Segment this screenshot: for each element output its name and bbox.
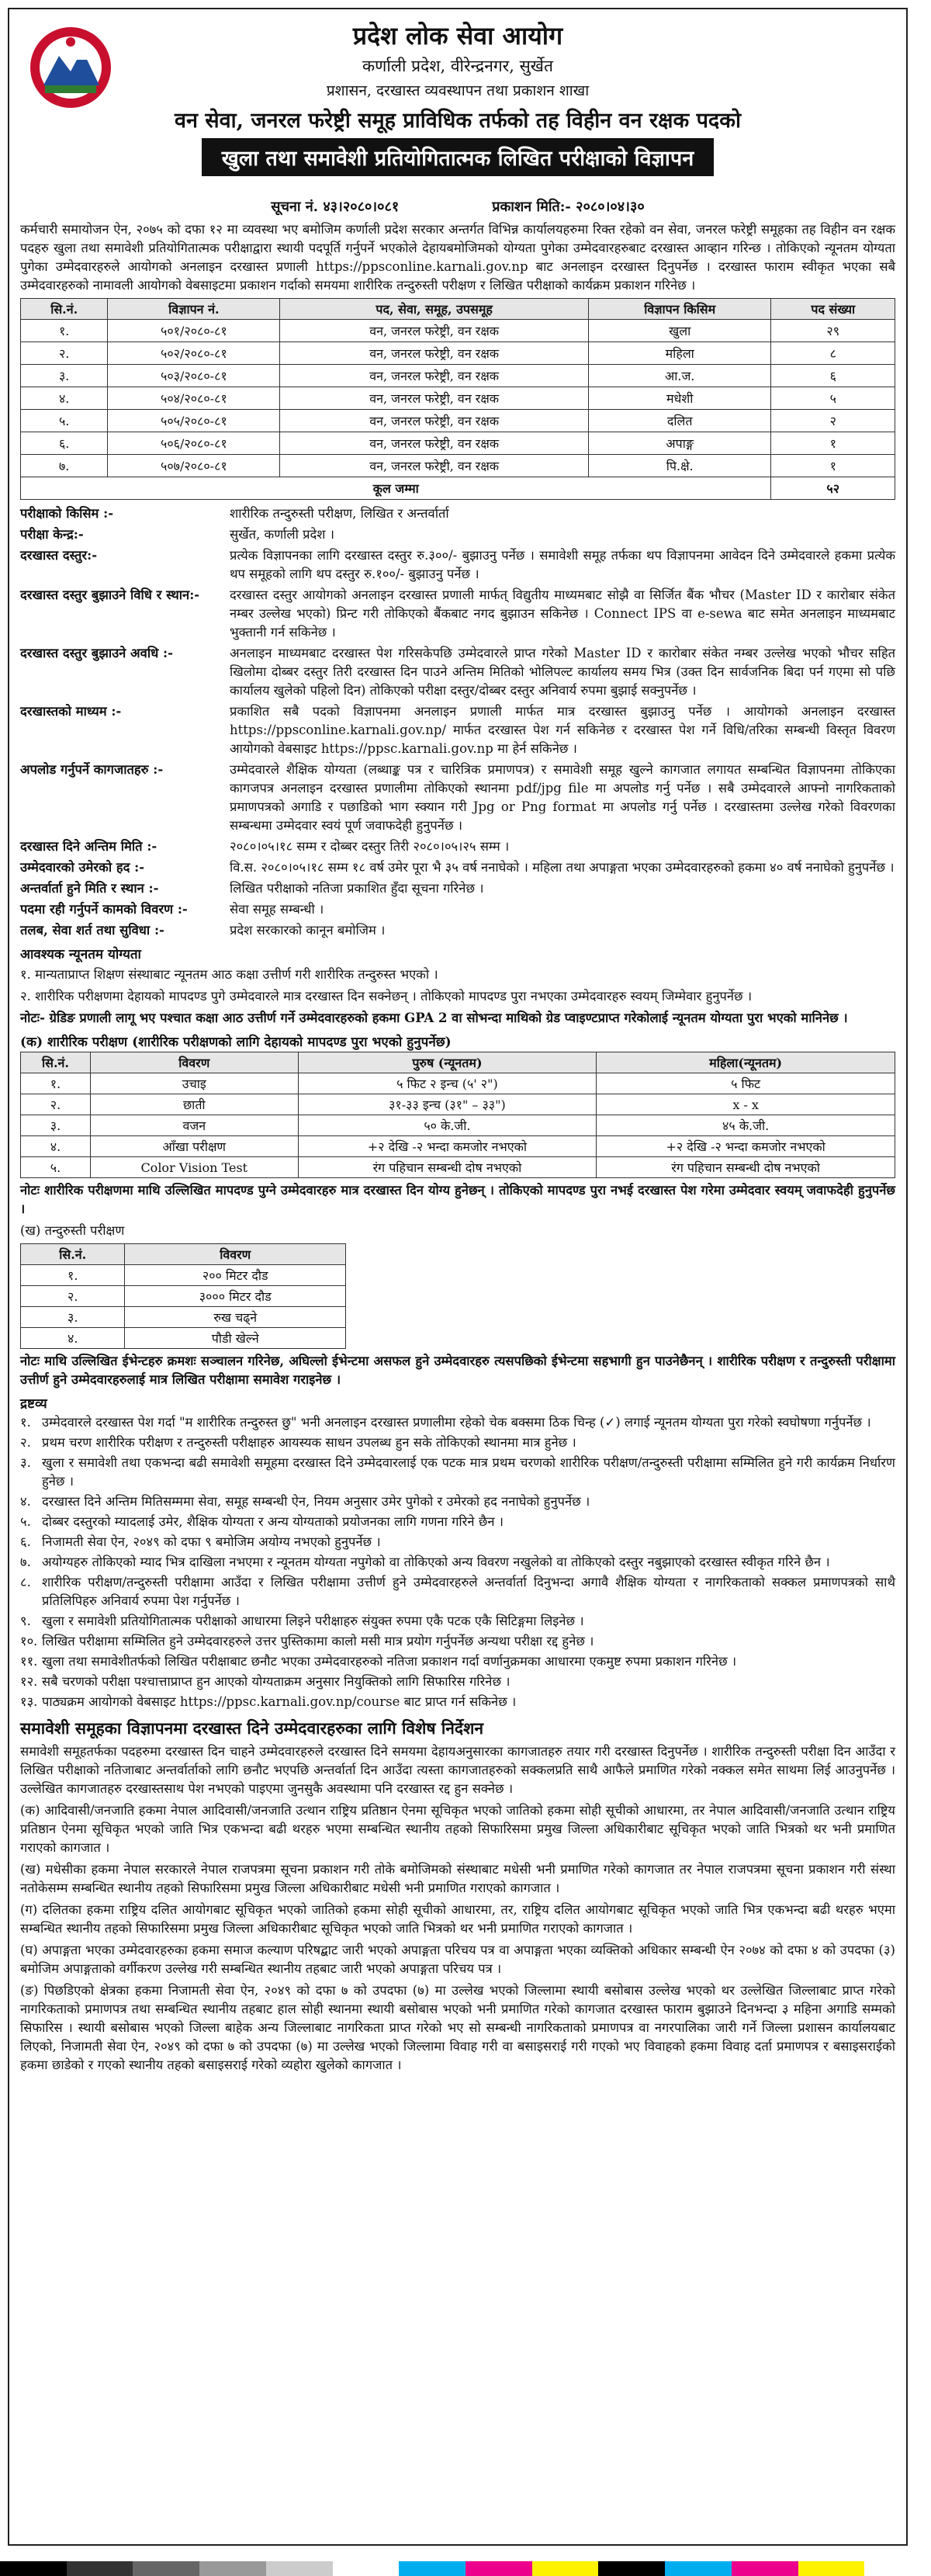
ad-table (20, 298, 895, 500)
table-cell: ३. (21, 1115, 91, 1136)
table-cell: वन, जनरल फरेष्ट्री, वन रक्षक (280, 410, 589, 432)
table-cell: ३००० मिटर दौड (125, 1286, 346, 1307)
table-row (21, 1328, 346, 1349)
table-row (21, 1115, 895, 1136)
list-item (20, 1553, 895, 1572)
table-cell: रंग पहिचान सम्बन्धी दोष नभएको (597, 1157, 895, 1178)
table-row (21, 1073, 895, 1094)
physical-title: (क) शारीरिक परीक्षण (शारीरिक परीक्षणको लागि देहायको मापदण्ड पुरा भएको हुनुपर्नेछ) (20, 1035, 452, 1050)
table-cell: वन, जनरल फरेष्ट्री, वन रक्षक (280, 320, 589, 342)
org-name: प्रदेश लोक सेवा आयोग (352, 21, 563, 50)
table-cell: ५ फिट (597, 1073, 895, 1094)
list-item-text: खुला र समावेशी तथा एकभन्दा बढी समावेशी समूहमा दरखास्त दिने उम्मेदवारलाई एक पटक मात्र प्रथम चरणको शारीरिक परीक्षण/तन्दुरुस्ती परीक्षामा सम्मिलित हुने गरी कार्यक्रम निर्धारण हुनेछ । (42, 1455, 895, 1489)
fitness-table (20, 1243, 346, 1349)
list-item-text: अयोग्यहरु तोकिएको म्याद भित्र दाखिला नभएमा र न्यूनतम योग्यता नपुगेको वा तोकिएको अन्य विवरण नखुलेको वा तोकिएको दस्तुर नबुझाएको दरखास्त स्वीकृत गरिने छैन । (42, 1555, 830, 1569)
table-row (21, 1136, 895, 1157)
table-cell: ५०३/२०८०-८१ (108, 365, 280, 387)
list-item-text: दोब्बर दस्तुरको म्यादलाई उमेर, शैक्षिक योग्यता र अन्य योग्यताको प्रयोजनका लागि गणना गरिने छैन । (42, 1514, 504, 1529)
table-cell: २०० मिटर दौड (125, 1265, 346, 1286)
list-item (20, 1533, 895, 1551)
info-row (20, 900, 895, 919)
list-item-number: ३. (20, 1455, 31, 1470)
table-cell: मधेशी (588, 387, 771, 410)
table-cell: छाती (90, 1094, 298, 1115)
inclusive-item: (ग) दलितका हकमा राष्ट्रिय दलित आयोगबाट सूचिकृत भएको जातिको हकमा सोही सूचीको आधारमा, तर, राष्ट्रिय दलित आयोगबाट सूचिकृत भएको जाति भित्र एकभन्दा बढी थरहरु भएमा सम्बन्धित स्थानीय तहको सिफारिसमा प्रमुख जिल्ला अधिकारीबाट सूचिकृत भएको जाति भित्रको थर भनी प्रमाणित गराएको कागजात । (20, 1902, 895, 1936)
list-item (20, 1513, 895, 1531)
table-cell: ५० के.जी. (298, 1115, 597, 1136)
info-key: दरखास्त दस्तुर बुझाउने विधि र स्थान:- (20, 588, 200, 602)
table-total-row (21, 477, 895, 500)
table-cell: ८ (771, 342, 895, 365)
table-cell: ५०६/२०८०-८१ (108, 432, 280, 455)
notice-line (20, 197, 895, 216)
table-cell: १. (21, 1265, 125, 1286)
qualification-note: नोटः- ग्रेडिङ प्रणाली लागू भए पश्चात कक्षा आठ उत्तीर्ण गर्ने उम्मेदवारहरुको हकमा GPA 2 वा सोभन्दा माथिको ग्रेड प्वाइण्टप्राप्त गरेकोलाई न्यूनतम योग्यता पुरा भएको मानिनेछ । (20, 1011, 848, 1025)
list-item-number: १३. (20, 1694, 38, 1709)
notice-number: सूचना नं. ४३।२०८०।०८१ (271, 199, 400, 215)
table-cell: ४. (21, 387, 108, 410)
ad-table-header: पद, सेवा, समूह, उपसमूह (280, 299, 589, 320)
list-item-text: पाठ्यक्रम आयोगको वेबसाइट https://ppsc.karnali.gov.np/course बाट प्राप्त गर्न सकिनेछ । (42, 1694, 517, 1709)
table-row (21, 432, 895, 455)
table-row (21, 1307, 346, 1328)
list-item (20, 1673, 895, 1691)
info-row (20, 586, 895, 642)
info-key: परीक्षाको किसिम :- (20, 506, 114, 521)
table-cell: दलित (588, 410, 771, 432)
total-label: कूल जम्मा (21, 477, 771, 500)
ad-table-header: पद संख्या (771, 299, 895, 320)
info-value: प्रत्येक विज्ञापनका लागि दरखास्त दस्तुर रु.३००/- बुझाउनु पर्नेछ । समावेशी समूह तर्फका थप विज्ञापनमा आवेदन दिने उम्मेदवारले हकमा प्रत्येक थप समूहको लागि थप दस्तुर रु.१००/- बुझाउनु पर्नेछ । (230, 548, 895, 581)
table-row (21, 1094, 895, 1115)
table-row (21, 410, 895, 432)
table-cell: Color Vision Test (90, 1157, 298, 1178)
table-cell: ६ (771, 365, 895, 387)
table-cell: वन, जनरल फरेष्ट्री, वन रक्षक (280, 432, 589, 455)
table-cell: रंग पहिचान सम्बन्धी दोष नभएको (298, 1157, 597, 1178)
table-cell: x - x (597, 1094, 895, 1115)
info-value: प्रदेश सरकारको कानून बमोजिम । (230, 923, 386, 938)
fitness-title: (ख) तन्दुरुस्ती परीक्षण (20, 1223, 125, 1238)
physical-table-header: महिला(न्यूनतम) (597, 1052, 895, 1073)
table-cell: वन, जनरल फरेष्ट्री, वन रक्षक (280, 455, 589, 477)
table-cell: ७. (21, 455, 108, 477)
info-key: पदमा रही गर्नुपर्ने कामको विवरण :- (20, 902, 188, 917)
list-item-number: ५. (20, 1514, 31, 1529)
table-row (21, 365, 895, 387)
physical-table-header: विवरण (90, 1052, 298, 1073)
table-cell: १. (21, 1073, 91, 1094)
table-cell: २९ (771, 320, 895, 342)
table-cell: ५०५/२०८०-८१ (108, 410, 280, 432)
list-item-text: खुला र समावेशी प्रतियोगितात्मक परीक्षाको आधारमा लिइने परीक्षाहरु संयुक्त रुपमा एकै पटक एकै सिटिङ्गमा लिइनेछ । (42, 1614, 584, 1628)
info-value: अनलाइन माध्यमबाट दरखास्त पेश गरिसकेपछि उम्मेदवारले प्राप्त गरेको Master ID र कारोबार संकेत नम्बर उल्लेख भएको भौचर सहित खिलोमा दोब्बर दस्तुर तिरी दरखास्त दिन पाउने अन्तिम मितिको भोलिपल्ट कार्यालय समय भित्र (उक्त दिन सार्वजनिक बिदा पर्न गएमा सो पछि कार्यालय खुलेको पहिलो दिन) तोकिएको परीक्षा दस्तुर/दोब्बर दस्तुर अनिवार्य रुपमा बुझाई सक्नुपर्नेछ । (230, 646, 895, 698)
info-row (20, 921, 895, 940)
table-cell: ५०७/२०८०-८१ (108, 455, 280, 477)
list-item-text: खुला तथा समावेशीतर्फको लिखित परीक्षाबाट छनौट भएका उम्मेदवारहरुको नतिजा प्रकाशन गर्दा वर्णानुक्रमका आधारमा एकमुष्ट रुपमा प्रकाशन गरिनेछ । (42, 1654, 737, 1669)
fitness-table-header: विवरण (125, 1244, 346, 1265)
table-cell: वन, जनरल फरेष्ट्री, वन रक्षक (280, 365, 589, 387)
table-cell: ३१-३३ इन्च (३१" – ३३") (298, 1094, 597, 1115)
inclusive-item: (क) आदिवासी/जनजाति हकमा नेपाल आदिवासी/जनजाति उत्थान राष्ट्रिय प्रतिष्ठान ऐनमा सूचिकृत भएको जातिको हकमा सोही सूचीको आधारमा, तर नेपाल आदिवासी/जनजाति उत्थान राष्ट्रिय प्रतिष्ठान ऐनमा सूचिकृत भएको जाति भित्र एकभन्दा बढी थरहरु भएमा सम्बन्धित स्थानीय तहको सिफारिसमा प्रमुख जिल्ला अधिकारीबाट सूचिकृत भएको जाति भित्रको थर भनी प्रमाणित गराएको कागजात । (20, 1803, 895, 1855)
table-cell: खुला (588, 320, 771, 342)
table-cell: महिला (588, 342, 771, 365)
table-cell: ३. (21, 365, 108, 387)
info-row (20, 879, 895, 898)
inclusive-intro: समावेशी समूहतर्फका पदहरुमा दरखास्त दिन चाहने उम्मेदवारहरुले दरखास्त दिने समयमा देहायअनुसारका कागजातहरु तयार गरी दरखास्त दिनुपर्नेछ । शारीरिक तन्दुरुस्ती परीक्षा दिन आउँदा र लिखित परीक्षाको नतिजाबाट अन्तर्वार्ताको लागि छनौट भएपछि अन्तर्वार्ता दिन आउँदा त्यस्ता कागजातहरुको सक्कलप्रति साथै आफैले प्रमाणित गरेको नक्कल समेत साथमा लिई आउनुपर्नेछ । उल्लेखित कागजातहरु दरखास्तसाथ पेश नभएको पाइएमा जुनसुकै अवस्थामा पनि दरखास्त रद्द हुन सक्नेछ । (20, 1744, 895, 1796)
table-cell: १ (771, 432, 895, 455)
table-cell: ४. (21, 1136, 91, 1157)
intro-paragraph: कर्मचारी समायोजन ऐन, २०७५ को दफा १२ मा व्यवस्था भए बमोजिम कर्णाली प्रदेश सरकार अन्तर्गत विभिन्न कार्यालयहरुमा रिक्त रहेको वन सेवा, जनरल फरेष्ट्री समूहका तह विहीन वन रक्षक पदहरु खुला तथा समावेशी प्रतियोगितात्मक परीक्षाद्वारा स्थायी पदपूर्ति गर्नुपर्ने भएकोले देहायबमोजिमको योग्यता पुगेका उम्मेदवारहरुबाट दरखास्त आव्हान गरिन्छ । तोकिएको न्यूनतम योग्यता पुगेका उम्मेदवारहरुले आयोगको अनलाइन दरखास्त प्रणाली https://ppsconline.karnali.gov.np बाट अनलाइन दरखास्त दिनुपर्नेछ । दरखास्त फाराम स्वीकृत भएका सबै उम्मेदवारहरुको नामावली आयोगको वेबसाइटमा प्रकाशन गर्दाको समयमा शारीरिक तन्दुरुस्ती परीक्षण र लिखित परीक्षाको कार्यक्रम प्रकाशन गरिनेछ । (20, 222, 895, 293)
info-key: दरखास्तको माध्यम :- (20, 704, 122, 719)
list-item-text: निजामती सेवा ऐन, २०४९ को दफा ९ बमोजिम अयोग्य नभएको हुनुपर्नेछ । (42, 1534, 381, 1549)
fitness-table-header: सि.नं. (21, 1244, 125, 1265)
list-item-number: ६. (20, 1534, 31, 1549)
ad-table-header: विज्ञापन किसिम (588, 299, 771, 320)
list-item (20, 1454, 895, 1491)
list-item-number: ४. (20, 1494, 31, 1509)
list-item-number: २. (20, 1435, 31, 1450)
info-value: उम्मेदवारले शैक्षिक योग्यता (लब्धाङ्क पत्र र चारित्रिक प्रमाणपत्र) र समावेशी समूह खुल्ने कागजात लगायत सम्बन्धित विज्ञापनमा तोकिएका कागजपत्र अनलाइन दरखास्त प्रणालीमा तोकिएको स्थानमा pdf/jpg file मा अपलोड गर्नु पर्नेछ । सबै उम्मेदवारले आफ्नो नागरिकताको प्रमाणपत्रको अगाडि र पछाडिको भाग स्क्यान गरी Jpg or Png format मा अपलोड गर्नु पर्नेछ । दरखास्तमा उल्लेख गरेको विवरणका सम्बन्धमा उम्मेदवार स्वयं पूर्ण जवाफदेही हुनुपर्नेछ । (230, 762, 895, 833)
info-value: शारीरिक तन्दुरुस्ती परीक्षण, लिखित र अन्तर्वार्ता (230, 506, 449, 521)
table-cell: ५. (21, 410, 108, 432)
table-cell: वन, जनरल फरेष्ट्री, वन रक्षक (280, 342, 589, 365)
inclusive-title: समावेशी समूहका विज्ञापनमा दरखास्त दिने उम्मेदवारहरुका लागि विशेष निर्देशन (20, 1718, 484, 1738)
info-key: परीक्षा केन्द्र:- (20, 527, 84, 542)
table-cell: अपाङ्ग (588, 432, 771, 455)
info-key: दरखास्त दस्तुर बुझाउने अवधि :- (20, 646, 173, 660)
qualification-item: २. शारीरिक परीक्षणमा देहायको मापदण्ड पुगे उम्मेदवारले मात्र दरखास्त दिन सक्नेछन् । तोकिएको मापदण्ड पुरा नभएका उम्मेदवारहरु स्वयम् जिम्मेवार हुनुपर्नेछ । (20, 989, 753, 1004)
table-cell: ५ (771, 387, 895, 410)
table-row (21, 455, 895, 477)
header (20, 19, 895, 189)
list-item-number: १०. (20, 1634, 38, 1649)
notes-title: द्रष्टव्य (20, 1396, 47, 1412)
qualification-list (20, 966, 895, 1006)
ad-table-header: सि.नं. (21, 299, 108, 320)
table-cell: ५०१/२०८०-८१ (108, 320, 280, 342)
info-value: सुर्खेत, कर्णाली प्रदेश । (230, 527, 334, 542)
qualification-item: १. मान्यताप्राप्त शिक्षण संस्थाबाट न्यूनतम आठ कक्षा उत्तीर्ण गरी शारीरिक तन्दुरुस्त भएको । (20, 967, 438, 982)
info-key: अन्तर्वार्ता हुने मिति र स्थान :- (20, 881, 159, 896)
info-row (20, 525, 895, 544)
info-row (20, 761, 895, 835)
inclusive-item: (ख) मधेसीका हकमा नेपाल सरकारले नेपाल राजपत्रमा सूचना प्रकाशन गरी तोके बमोजिमको संस्थाबाट मधेसी भनी प्रमाणित गरेको कागजात तर नेपाल राजपत्रमा सूचना प्रकाशन गरी संस्था नतोकेसम्म सम्बन्धित स्थानीय तहको सिफारिसमा प्रमुख जिल्ला अधिकारीबाट मधेसी भनी प्रमाणित गराएको कागजात । (20, 1862, 895, 1895)
list-item-text: सबै चरणको परीक्षा पश्चात्ताप्राप्त हुन आएको योग्यताक्रम अनुसार नियुक्तिको लागि सिफारिस गरिनेछ । (42, 1674, 510, 1689)
info-row (20, 546, 895, 584)
info-row (20, 837, 895, 856)
list-item (20, 1493, 895, 1511)
notes-list (20, 1413, 895, 1711)
info-key: दरखास्त दिने अन्तिम मिति :- (20, 839, 157, 854)
qualification-title: आवश्यक न्यूनतम योग्यता (20, 947, 141, 962)
list-item-text: उम्मेदवारले दरखास्त पेश गर्दा "म शारीरिक तन्दुरुस्त छु" भनी अनलाइन दरखास्त प्रणालीमा रहेको चेक बक्समा ठिक चिन्ह (✓) लगाई न्यूनतम योग्यता पुरा गरेको स्वघोषणा गर्नुपर्नेछ । (42, 1415, 871, 1430)
list-item-text: दरखास्त दिने अन्तिम मितिसम्ममा सेवा, समूह सम्बन्धी ऐन, नियम अनुसार उमेर पुगेको र उमेरको हद ननाघेको हुनुपर्नेछ । (42, 1494, 590, 1509)
list-item (20, 1612, 895, 1631)
list-item (20, 1693, 895, 1711)
table-cell: ५०४/२०८०-८१ (108, 387, 280, 410)
subject-title: वन सेवा, जनरल फरेष्ट्री समूह प्राविधिक तर्फको तह विहीन वन रक्षक पदको (175, 109, 741, 133)
table-cell: ४. (21, 1328, 125, 1349)
inclusive-list (20, 1801, 895, 2075)
table-row (21, 342, 895, 365)
info-row (20, 858, 895, 877)
table-cell: ५. (21, 1157, 91, 1178)
info-key: दरखास्त दस्तुर:- (20, 548, 98, 563)
inclusive-item: (घ) अपाङ्गता भएका उम्मेदवारहरुका हकमा समाज कल्याण परिषद्बाट जारी भएको अपाङ्गता परिचय पत्र वा अपाङ्गता भएका व्यक्तिको अधिकार सम्बन्धी ऐन २०७४ को दफा ४ को उपदफा (३) बमोजिम अपाङ्गताको वर्गीकरण उल्लेख गरी सम्बन्धित स्थानीय तहबाट जारी भएको अपाङ्गता परिचय पत्र । (20, 1943, 895, 1976)
print-color-bar (0, 2561, 931, 2576)
list-item (20, 1413, 895, 1432)
province-address: कर्णाली प्रदेश, वीरेन्द्रनगर, सुर्खेत (362, 57, 553, 75)
table-cell: पि.क्षे. (588, 455, 771, 477)
list-item-text: प्रथम चरण शारीरिक परीक्षण र तन्दुरुस्ती परीक्षाहरु आयस्यक साधन उपलब्ध हुन सके तोकिएको स्थानमा मात्र हुनेछ । (42, 1435, 576, 1450)
fitness-note: नोटः माथि उल्लिखित ईभेन्टहरु क्रमशः सञ्चालन गरिनेछ, अघिल्लो ईभेन्टमा असफल हुने उम्मेदवारहरु त्यसपछिको ईभेन्टमा सहभागी हुन पाउनेछैनन् । शारीरिक परीक्षण र तन्दुरुस्ती परीक्षामा उत्तीर्ण हुने उम्मेदवारहरुलाई मात्र लिखित परीक्षामा समावेश गराइनेछ । (20, 1354, 895, 1387)
table-cell: १ (771, 455, 895, 477)
physical-table (20, 1052, 895, 1178)
branch-name: प्रशासन, दरखास्त व्यवस्थापन तथा प्रकाशन शाखा (326, 82, 590, 99)
table-cell: ५ फिट २ इन्च (५' २") (298, 1073, 597, 1094)
table-row (21, 1157, 895, 1178)
info-row (20, 644, 895, 700)
table-cell: २. (21, 1094, 91, 1115)
info-value: २०८०।०५।१८ सम्म र दोब्बर दस्तुर तिरी २०८०।०५।२५ सम्म । (230, 839, 510, 854)
table-cell: पौडी खेल्ने (125, 1328, 346, 1349)
list-item-number: १२. (20, 1674, 38, 1689)
list-item-number: ११. (20, 1654, 38, 1669)
info-value: लिखित परीक्षाको नतिजा प्रकाशित हुँदा सूचना गरिनेछ । (230, 881, 484, 896)
info-row (20, 702, 895, 758)
table-cell: २. (21, 342, 108, 365)
info-value: प्रकाशित सबै पदको विज्ञापनमा अनलाइन प्रणाली मार्फत मात्र दरखास्त बुझाउनु पर्नेछ । आयोगको अनलाइन दरखास्त https://ppsconline.karnali.gov.np/ मार्फत दरखास्त पेश गर्न सकिनेछ र दरखास्त पेश गर्ने विधि/तरिका सम्बन्धी विस्तृत विवरण आयोगको वेबसाइट https://ppsc.karnali.gov.np मा हेर्न सकिनेछ । (230, 704, 895, 756)
physical-note: नोटः शारीरिक परीक्षणमा माथि उल्लिखित मापदण्ड पुग्ने उम्मेदवारहरु मात्र दरखास्त दिन योग्य हुनेछन् । तोकिएको मापदण्ड पुरा नभई दरखास्त पेश गरेमा उम्मेदवार स्वयम् जवाफदेही हुनुपर्नेछ । (20, 1183, 895, 1216)
info-key: तलब, सेवा शर्त तथा सुविधा :- (20, 923, 164, 938)
table-cell: १. (21, 320, 108, 342)
list-item-number: ७. (20, 1555, 31, 1569)
publish-date: प्रकाशन मिति:- २०८०।०४।३० (492, 199, 645, 215)
table-cell: उचाइ (90, 1073, 298, 1094)
table-row (21, 1265, 346, 1286)
table-cell: वजन (90, 1115, 298, 1136)
physical-table-header: सि.नं. (21, 1052, 91, 1073)
info-block (20, 504, 895, 940)
nepal-emblem-icon (28, 25, 113, 110)
info-row (20, 504, 895, 523)
table-row (21, 387, 895, 410)
physical-table-header: पुरुष (न्यूनतम) (298, 1052, 597, 1073)
table-cell: २ (771, 410, 895, 432)
table-cell: +२ देखि -२ भन्दा कमजोर नभएको (597, 1136, 895, 1157)
info-value: सेवा समूह सम्बन्धी । (230, 902, 324, 917)
table-cell: रुख चढ्ने (125, 1307, 346, 1328)
list-item-number: ८. (20, 1575, 31, 1590)
list-item-text: शारीरिक परीक्षण/तन्दुरुस्ती परीक्षामा आउँदा र लिखित परीक्षामा उत्तीर्ण हुने उम्मेदवारहरुले अन्तर्वार्ता दिनुभन्दा अगावै शैक्षिक योग्यता र नागरिकताको सक्कल प्रमाणपत्रको साथै प्रतिलिपिहरु अनिवार्य रुपमा पेश गर्नुपर्नेछ । (42, 1575, 895, 1608)
table-cell: ३. (21, 1307, 125, 1328)
list-item-number: ९. (20, 1614, 31, 1628)
advertisement-page (8, 8, 908, 2546)
table-cell: ६. (21, 432, 108, 455)
table-cell: आ.ज. (588, 365, 771, 387)
list-item-text: लिखित परीक्षामा सम्मिलित हुने उम्मेदवारहरुले उत्तर पुस्तिकामा कालो मसी मात्र प्रयोग गर्नुपर्नेछ अन्यथा परीक्षा रद्द हुनेछ । (42, 1634, 594, 1649)
info-key: अपलोड गर्नुपर्ने कागजातहरु :- (20, 762, 164, 777)
total-value: ५२ (771, 477, 895, 500)
table-cell: ५०२/२०८०-८१ (108, 342, 280, 365)
table-cell: २. (21, 1286, 125, 1307)
info-key: उम्मेदवारको उमेरको हद :- (20, 860, 145, 875)
table-row (21, 320, 895, 342)
list-item (20, 1434, 895, 1452)
info-value: दरखास्त दस्तुर आयोगको अनलाइन दरखास्त प्रणाली मार्फत् विद्युतीय माध्यमबाट सोझै वा सिर्जित बैंक भौचर (Master ID र कारोबार संकेत नम्बर उल्लेख भएको) प्रिन्ट गरी तोकिएको बैंकबाट नगद बुझाउन सकिनेछ । Connect IPS वा e-sewa बाट समेत अनलाइन माध्यमबाट भुक्तानी गर्न सकिनेछ । (230, 588, 895, 640)
table-cell: वन, जनरल फरेष्ट्री, वन रक्षक (280, 387, 589, 410)
info-value: वि.स. २०८०।०५।१८ सम्म १८ वर्ष उमेर पूरा भै ३५ वर्ष ननाघेको । महिला तथा अपाङ्गता भएका उम्मेदवारहरुको हकमा ४० वर्ष ननाघेको हुनुपर्नेछ । (230, 860, 895, 875)
table-cell: आँखा परीक्षण (90, 1136, 298, 1157)
table-row (21, 1286, 346, 1307)
inclusive-item: (ङ) पिछडिएको क्षेत्रका हकमा निजामती सेवा ऐन, २०४९ को दफा ७ को उपदफा (७) मा उल्लेख भएको जिल्लामा स्थायी बसोबास उल्लेख भएको थर उल्लेखित जिल्लाबाट प्राप्त गरेको नागरिकताको प्रमाणपत्र तथा सम्बन्धित स्थानीय तहबाट हाल सोही स्थानमा स्थायी बसोबास भएको भनी प्रमाणित गरेको कागजात दरखास्त फाराम बुझाउने दिनभन्दा ३ महिना अगाडि सम्मको सिफारिस । स्थायी बसोबास भएको जिल्ला बाहेक अन्य जिल्लाबाट नागरिकता प्राप्त गरेको भए सो सम्बन्धी नागरिकताको प्रमाणपत्र वा नगरपालिका जारी गर्ने जिल्ला प्रशासन कार्यालयबाट लिएको, निजामती सेवा ऐन, २०४९ को दफा ७ को उपदफा (७) मा उल्लेख भएको जिल्लामा विवाह गरी वा बसाइसराई गरी गएको भए विवाहको हकमा विवाह दर्ता प्रमाणपत्र र बसाइसराईको हकमा छाडेको र गएको स्थानीय तहको बसाइसराई गरेको व्यहोरा खुलेको कागजात । (20, 1983, 895, 2072)
list-item-number: १. (20, 1415, 31, 1430)
table-cell: +२ देखि -२ भन्दा कमजोर नभएको (298, 1136, 597, 1157)
banner-title: खुला तथा समावेशी प्रतियोगितात्मक लिखित परीक्षाको विज्ञापन (202, 138, 714, 176)
ad-table-header: विज्ञापन नं. (108, 299, 280, 320)
list-item (20, 1573, 895, 1610)
list-item (20, 1632, 895, 1651)
table-cell: ४५ के.जी. (597, 1115, 895, 1136)
list-item (20, 1652, 895, 1671)
